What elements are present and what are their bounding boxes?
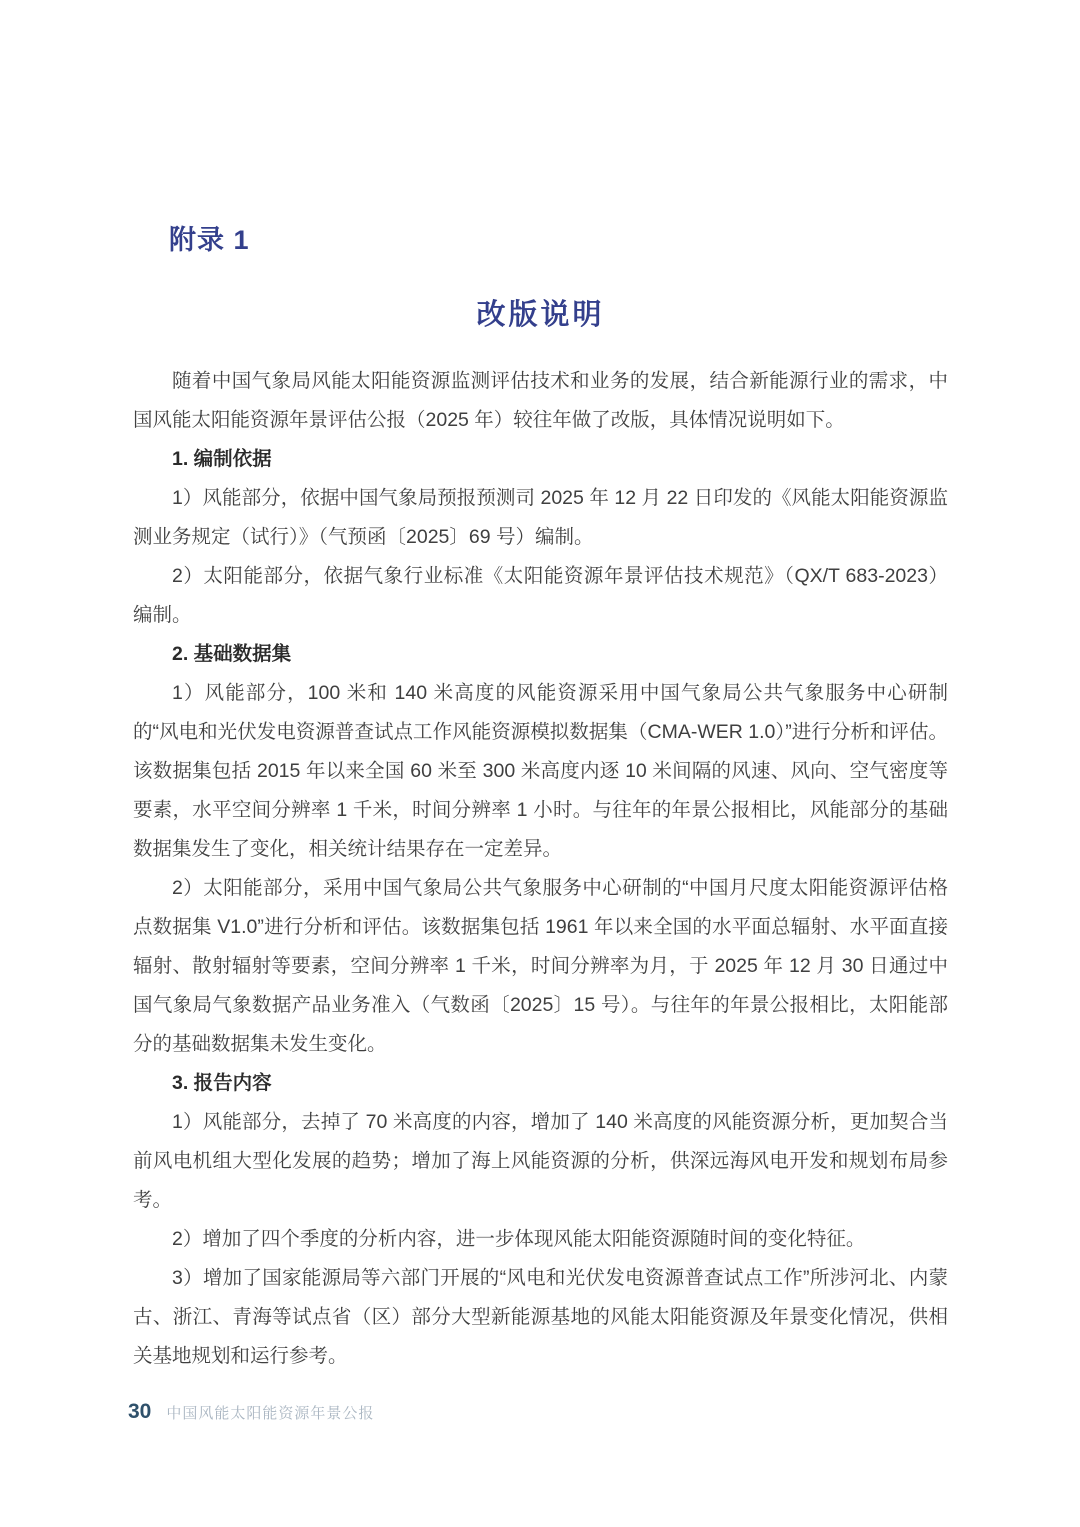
body-paragraph: 2）增加了四个季度的分析内容，进一步体现风能太阳能资源随时间的变化特征。 (172, 1228, 866, 1250)
appendix-label: 附录 1 (169, 225, 250, 255)
body-paragraph: 1）风能部分，去掉了 70 米高度的内容，增加了 140 米高度的风能资源分析，更加契合当前风电机组大型化发展的趋势；增加了海上风能资源的分析，供深远海风电开发和规划布局参考。 (133, 1111, 948, 1211)
body-text-block (133, 362, 948, 1376)
page-title: 改版说明 (476, 299, 605, 331)
section-heading: 1. 编制依据 (172, 448, 272, 470)
section-heading: 2. 基础数据集 (172, 643, 292, 665)
page-content (133, 0, 948, 1376)
body-paragraph: 2）太阳能部分，依据气象行业标准《太阳能资源年景评估技术规范》（QX/T 683-2023）编制。 (133, 565, 948, 626)
page-number: 30 (128, 1400, 152, 1423)
body-paragraph: 3）增加了国家能源局等六部门开展的“风电和光伏发电资源普查试点工作”所涉河北、内蒙古、浙江、青海等试点省（区）部分大型新能源基地的风能太阳能资源及年景变化情况，供相关基地规划和运行参考。 (133, 1267, 948, 1367)
body-paragraph: 2）太阳能部分，采用中国气象局公共气象服务中心研制的“中国月尺度太阳能资源评估格点数据集 V1.0”进行分析和评估。该数据集包括 1961 年以来全国的水平面总辐射、水平面直接辐射、散射辐射等要素，空间分辨率 1 千米，时间分辨率为月，于 2025 年 12 月 30 日通过中国气象局气象数据产品业务准入（气数函〔2025〕15 号）。与往年的年景公报相比，太阳能部分的基础数据集未发生变化。 (133, 877, 948, 1055)
body-paragraph: 1）风能部分，依据中国气象局预报预测司 2025 年 12 月 22 日印发的《风能太阳能资源监测业务规定（试行）》（气预函〔2025〕69 号）编制。 (133, 487, 948, 548)
section-heading: 3. 报告内容 (172, 1072, 272, 1094)
body-paragraph: 1）风能部分，100 米和 140 米高度的风能资源采用中国气象局公共气象服务中心研制的“风电和光伏发电资源普查试点工作风能资源模拟数据集（CMA-WER 1.0）”进行分析和评估。该数据集包括 2015 年以来全国 60 米至 300 米高度内逐 10 米间隔的风速、风向、空气密度等要素，水平空间分辨率 1 千米，时间分辨率 1 小时。与往年的年景公报相比，风能部分的基础数据集发生了变化，相关统计结果存在一定差异。 (133, 682, 948, 860)
footer-publication-title: 中国风能太阳能资源年景公报 (166, 1404, 375, 1422)
page-footer (128, 1400, 374, 1424)
body-paragraph: 随着中国气象局风能太阳能资源监测评估技术和业务的发展，结合新能源行业的需求，中国风能太阳能资源年景评估公报（2025 年）较往年做了改版，具体情况说明如下。 (133, 370, 948, 431)
